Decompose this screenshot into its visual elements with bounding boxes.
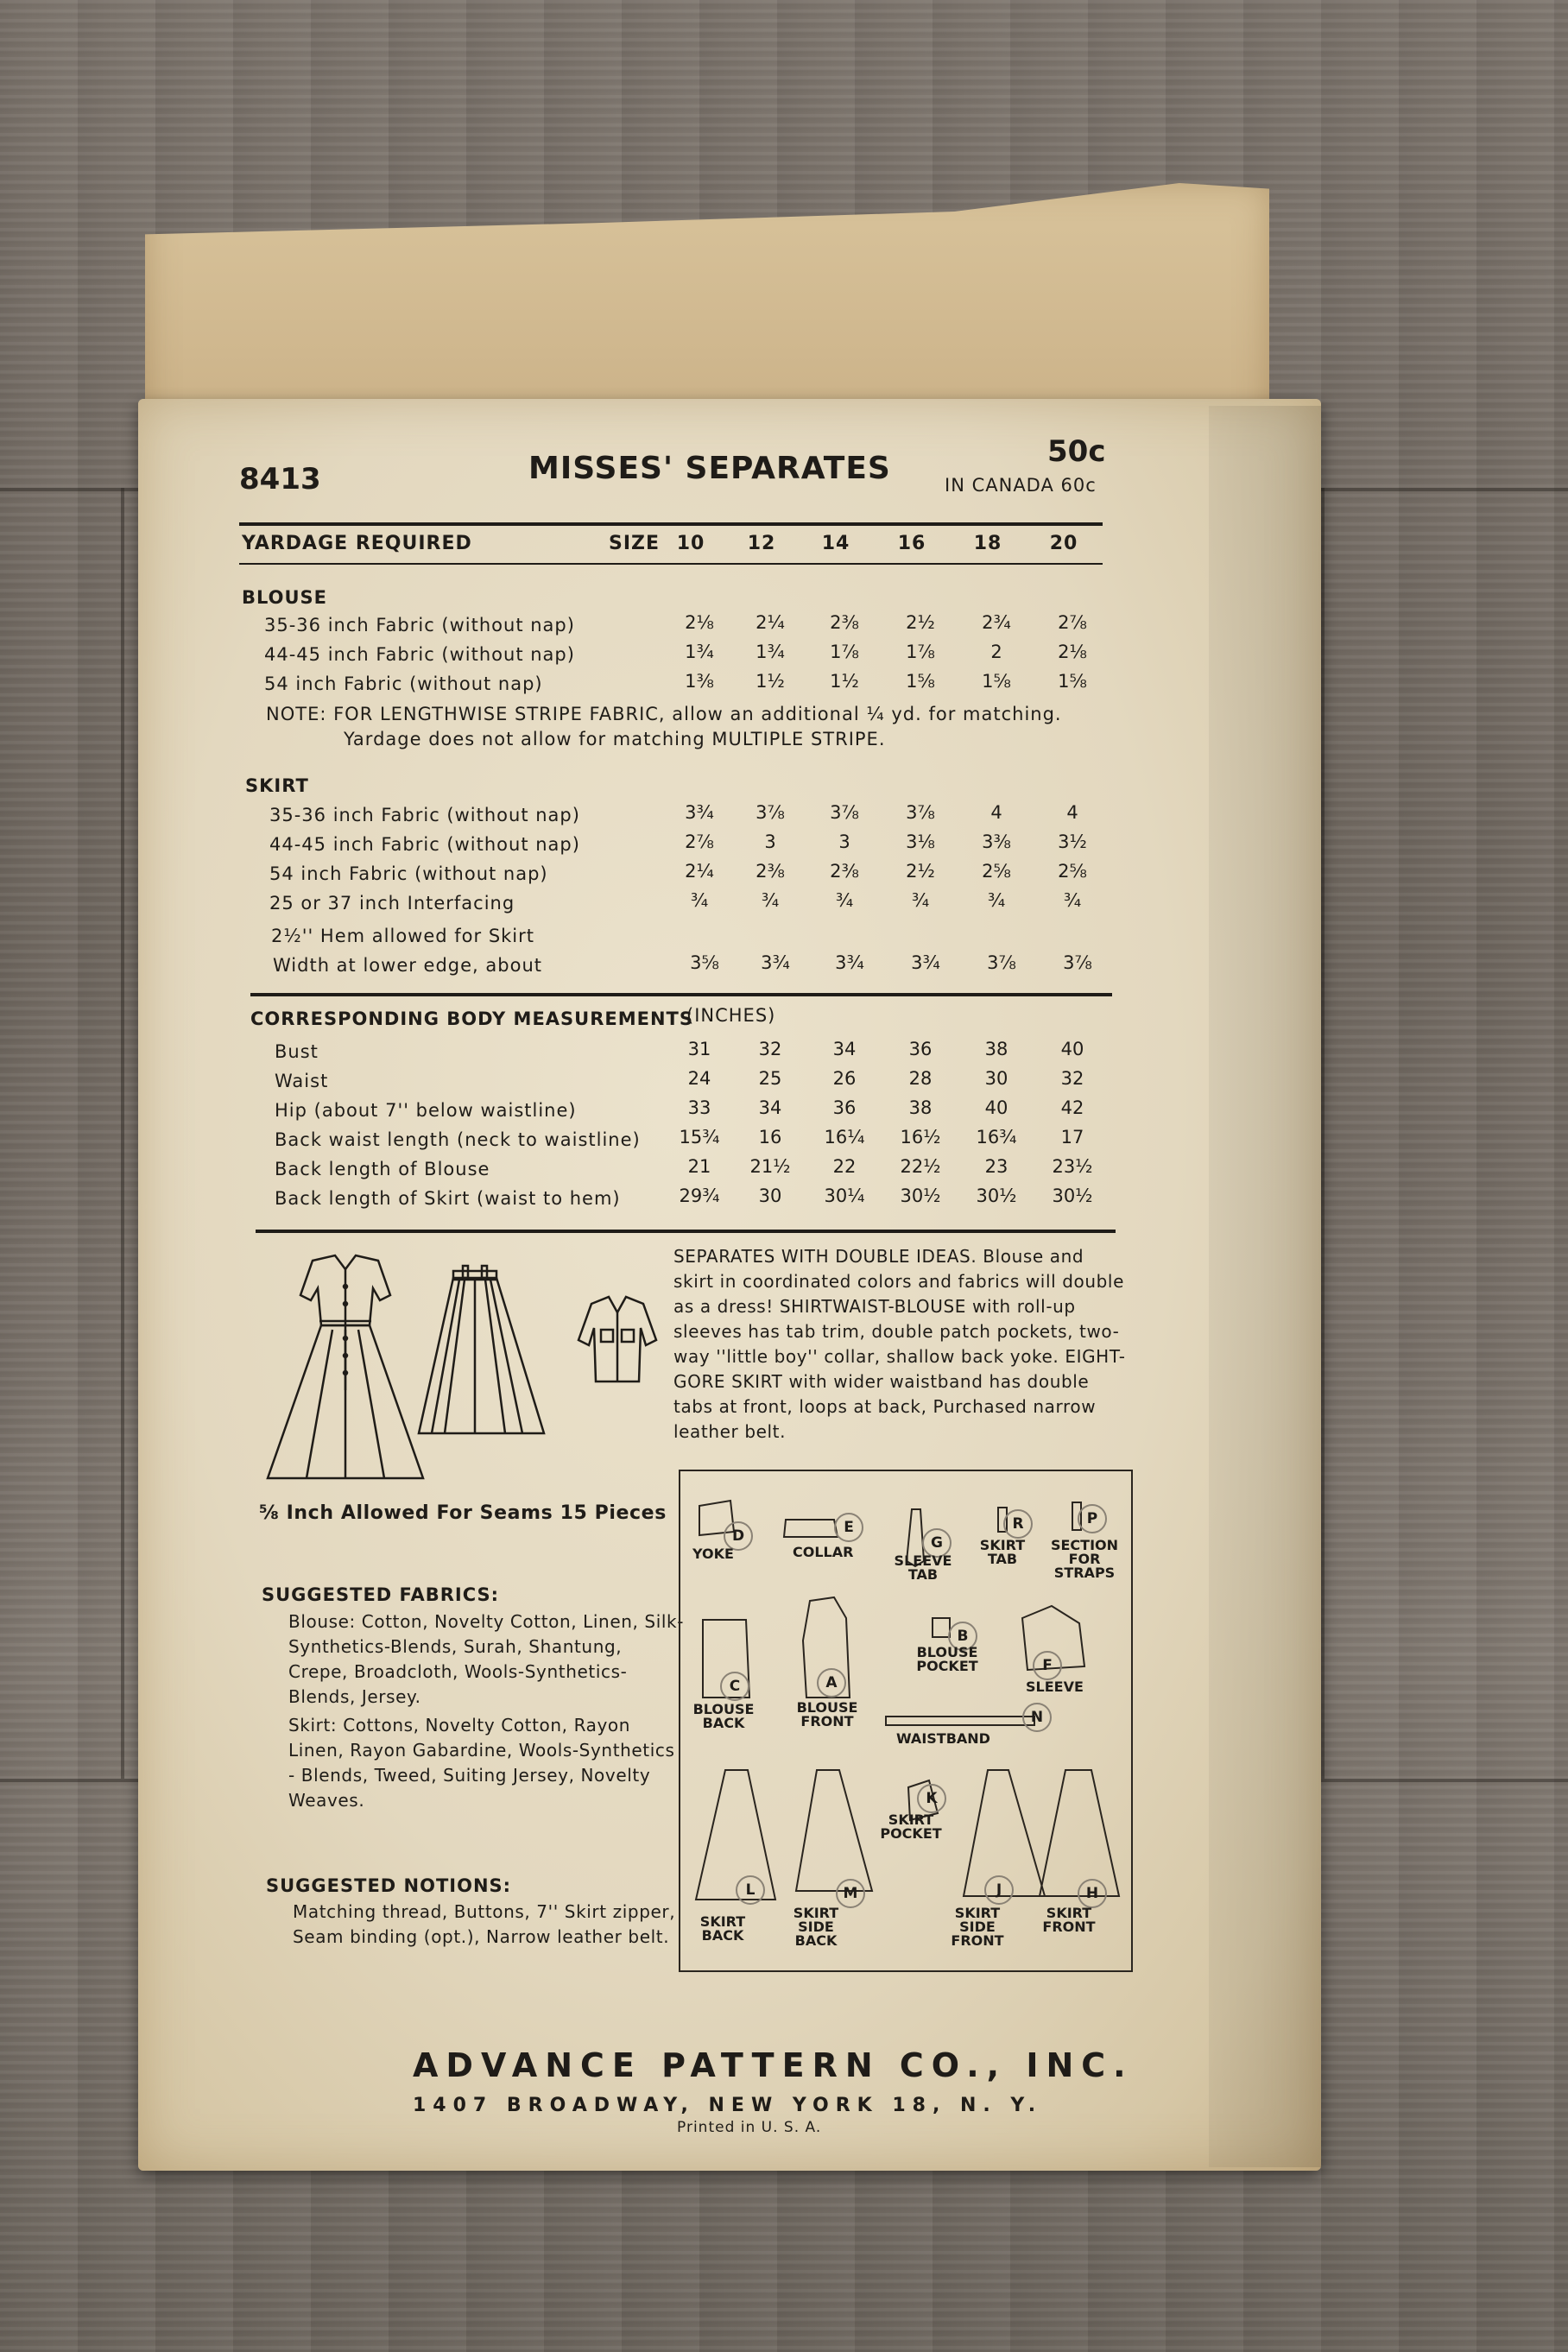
body-measurements-heading: CORRESPONDING BODY MEASUREMENTS (250, 1008, 693, 1029)
row-value: 4 (1066, 802, 1078, 823)
company-name: ADVANCE PATTERN CO., INC. (413, 2046, 1134, 2084)
piece-label-waistband: WAISTBAND (896, 1730, 990, 1747)
pattern-description: SEPARATES WITH DOUBLE IDEAS. Blouse and skirt in coordinated colors and fabrics will double as a dress! SHIRTWAIST-BLOUSE with roll-up sleeves has tab trim, double patch pockets, two-way ''little boy'' collar, shallow back yoke. EIGHT-GORE SKIRT with wider waistband has double tabs at front, loops at back, Purchased narrow leather belt. (673, 1246, 1126, 1442)
row-value: 2¼ (756, 612, 785, 633)
row-value: 16½ (900, 1127, 941, 1148)
size-column-header: 18 (973, 533, 1002, 554)
size-label: SIZE (609, 533, 661, 554)
piece-letter-g: G (922, 1528, 952, 1558)
row-value: 2⅞ (1058, 612, 1087, 633)
row-value: 30¼ (824, 1185, 865, 1206)
waistband-piece (886, 1717, 1034, 1725)
row-value: 2⅜ (830, 612, 859, 633)
row-value: ¾ (1063, 890, 1082, 911)
fabrics-heading: SUGGESTED FABRICS: (262, 1584, 500, 1605)
piece-label-sleeve: SLEEVE (1026, 1679, 1084, 1695)
wood-board-seam (1321, 488, 1325, 1779)
piece-letter-j: J (984, 1875, 1014, 1905)
row-value: 16¼ (824, 1127, 865, 1148)
row-value: 1⅝ (982, 671, 1011, 692)
row-value: 36 (832, 1097, 857, 1118)
row-value: 2¼ (685, 861, 714, 882)
piece-letter-l: L (736, 1875, 765, 1905)
pattern-pieces-diagram (679, 1470, 1133, 1972)
row-value: 32 (1060, 1068, 1084, 1089)
piece-letter-m: M (836, 1879, 865, 1908)
blouse-illustration (579, 1297, 656, 1381)
row-label: Hip (about 7'' below waistline) (275, 1100, 577, 1121)
row-value: 3⅝ (690, 952, 719, 973)
row-value: 1½ (756, 671, 785, 692)
row-value: 28 (908, 1068, 933, 1089)
section-rule (250, 993, 1112, 996)
piece-letter-f: F (1033, 1651, 1062, 1680)
row-value: 22 (832, 1156, 857, 1177)
row-value: 1⅝ (1058, 671, 1087, 692)
stripe-note-2: Yardage does not allow for matching MULTIPLE STRIPE. (344, 729, 886, 749)
row-label: Bust (275, 1041, 319, 1062)
section-rule (256, 1230, 1116, 1233)
row-value: 30½ (976, 1185, 1017, 1206)
row-label: 25 or 37 inch Interfacing (269, 893, 515, 914)
row-value: 4 (990, 802, 1002, 823)
row-value: 2⅛ (685, 612, 714, 633)
piece-label-skirt-side-front: SKIRT SIDE FRONT (951, 1905, 1004, 1949)
row-label: 54 inch Fabric (without nap) (264, 673, 543, 694)
row-label: 54 inch Fabric (without nap) (269, 863, 548, 884)
row-value: ¾ (987, 890, 1006, 911)
row-value: ¾ (911, 890, 930, 911)
row-value: 1¾ (756, 642, 785, 662)
canada-price: IN CANADA 60c (945, 475, 1097, 496)
row-value: 21½ (749, 1156, 791, 1177)
row-value: 16¾ (976, 1127, 1017, 1148)
row-value: 23 (984, 1156, 1008, 1177)
row-value: 1¾ (685, 642, 714, 662)
piece-letter-n: N (1022, 1703, 1052, 1732)
row-value: 42 (1060, 1097, 1084, 1118)
piece-label-skirt-pocket: SKIRT POCKET (880, 1811, 942, 1842)
price: 50c (1047, 434, 1106, 469)
row-value: ¾ (835, 890, 854, 911)
row-value: 30 (984, 1068, 1008, 1089)
row-value: 2 (990, 642, 1002, 662)
row-value: 21 (687, 1156, 711, 1177)
row-value: 30 (758, 1185, 782, 1206)
row-value: 23½ (1052, 1156, 1093, 1177)
row-value: 1½ (830, 671, 859, 692)
row-value: 40 (1060, 1039, 1084, 1059)
piece-label-blouse-front: BLOUSE FRONT (796, 1699, 858, 1729)
piece-label-skirt-back: SKIRT BACK (699, 1913, 746, 1944)
row-value: 2⅝ (1058, 861, 1087, 882)
piece-letter-h: H (1078, 1879, 1107, 1908)
row-value: 33 (687, 1097, 711, 1118)
row-value: 3½ (1058, 831, 1087, 852)
row-value: 3⅞ (830, 802, 859, 823)
row-value: 3⅞ (987, 952, 1016, 973)
row-value: 34 (758, 1097, 782, 1118)
row-value: 3¾ (685, 802, 714, 823)
row-value: 36 (908, 1039, 933, 1059)
blouse-heading: BLOUSE (242, 587, 328, 608)
body-unit: (INCHES) (686, 1005, 776, 1026)
size-column-header: 14 (821, 533, 850, 554)
row-value: 32 (758, 1039, 782, 1059)
row-value: 2½ (906, 861, 935, 882)
row-value: 40 (984, 1097, 1008, 1118)
row-value: 16 (758, 1127, 782, 1148)
collar-piece (784, 1520, 838, 1537)
row-value: 24 (687, 1068, 711, 1089)
row-value: 2⅞ (685, 831, 714, 852)
row-value: 2⅛ (1058, 642, 1087, 662)
row-label: Width at lower edge, about (273, 955, 542, 976)
row-value: 3⅞ (1063, 952, 1092, 973)
row-value: 1⅜ (685, 671, 714, 692)
size-column-header: 10 (676, 533, 705, 554)
seam-allowance: ⅝ Inch Allowed For Seams 15 Pieces (259, 1502, 667, 1524)
company-address: 1407 BROADWAY, NEW YORK 18, N. Y. (413, 2095, 1043, 2116)
piece-label-skirt-side-back: SKIRT SIDE BACK (793, 1905, 839, 1949)
row-value: 1⅞ (830, 642, 859, 662)
hem-note: 2½'' Hem allowed for Skirt (271, 926, 535, 946)
pattern-title: MISSES' SEPARATES (528, 451, 891, 486)
row-value: 30½ (1052, 1185, 1093, 1206)
row-label: 44-45 inch Fabric (without nap) (269, 834, 580, 855)
piece-label-blouse-pocket: BLOUSE POCKET (916, 1644, 978, 1674)
row-value: 3 (764, 831, 776, 852)
fabrics-skirt: Skirt: Cottons, Novelty Cotton, Rayon Linen, Rayon Gabardine, Wools-Synthetics - Blends, Tweed, Suiting Jersey, Novelty Weaves. (288, 1715, 675, 1811)
piece-letter-c: C (720, 1672, 749, 1701)
row-value: 1⅞ (906, 642, 935, 662)
size-column-header: 20 (1049, 533, 1078, 554)
row-value: 38 (908, 1097, 933, 1118)
row-value: 30½ (900, 1185, 941, 1206)
wood-board-seam (121, 488, 124, 1779)
row-value: 3⅞ (756, 802, 785, 823)
row-value: 29¾ (679, 1185, 720, 1206)
row-value: 25 (758, 1068, 782, 1089)
row-value: 38 (984, 1039, 1008, 1059)
row-value: 2⅜ (830, 861, 859, 882)
skirt-side-back-piece (796, 1770, 872, 1891)
skirt-heading: SKIRT (245, 775, 309, 796)
piece-letter-d: D (724, 1521, 753, 1551)
row-value: 3⅜ (982, 831, 1011, 852)
row-value: 17 (1060, 1127, 1084, 1148)
row-value: 3⅛ (906, 831, 935, 852)
row-label: Back length of Blouse (275, 1159, 490, 1179)
row-value: 31 (687, 1039, 711, 1059)
skirt-illustration (419, 1266, 544, 1433)
row-value: 1⅝ (906, 671, 935, 692)
piece-letter-p: P (1078, 1504, 1107, 1533)
row-value: 22½ (900, 1156, 941, 1177)
notions-heading: SUGGESTED NOTIONS: (266, 1875, 512, 1896)
pattern-number: 8413 (239, 462, 321, 496)
row-value: 26 (832, 1068, 857, 1089)
notions-text: Matching thread, Buttons, 7'' Skirt zipper, Seam binding (opt.), Narrow leather belt. (293, 1901, 676, 1947)
row-label: Back waist length (neck to waistline) (275, 1129, 641, 1150)
row-label: Waist (275, 1071, 329, 1091)
skirt-front-piece (1040, 1770, 1119, 1896)
garment-illustrations (259, 1243, 665, 1489)
row-value: 3¾ (911, 952, 940, 973)
row-label: 35-36 inch Fabric (without nap) (269, 805, 580, 825)
piece-letter-a: A (817, 1668, 846, 1698)
skirt-back-piece (696, 1770, 775, 1900)
row-value: 3¾ (761, 952, 790, 973)
row-label: 35-36 inch Fabric (without nap) (264, 615, 575, 635)
row-value: 2⅝ (982, 861, 1011, 882)
row-value: ¾ (761, 890, 780, 911)
header-rule (239, 522, 1103, 526)
piece-letter-b: B (948, 1622, 977, 1651)
row-value: 2½ (906, 612, 935, 633)
row-value: 3⅞ (906, 802, 935, 823)
piece-label-skirt-tab: SKIRT TAB (979, 1537, 1026, 1567)
piece-label-blouse-back: BLOUSE BACK (692, 1701, 755, 1731)
piece-label-straps: SECTION FOR STRAPS (1050, 1537, 1119, 1581)
fabrics-blouse: Blouse: Cotton, Novelty Cotton, Linen, Silk-Synthetics-Blends, Surah, Shantung, Crepe, Broadcloth, Wools-Synthetics-Blends, Jersey. (288, 1611, 685, 1707)
piece-label-skirt-front: SKIRT FRONT (1042, 1905, 1096, 1935)
printed-in: Printed in U. S. A. (677, 2119, 822, 2136)
piece-label-yoke: YOKE (692, 1546, 734, 1562)
dress-illustration (268, 1255, 423, 1478)
row-value: 2¾ (982, 612, 1011, 633)
row-value: ¾ (690, 890, 709, 911)
row-value: 3 (838, 831, 850, 852)
piece-label-sleeve-tab: SLEEVE TAB (894, 1552, 952, 1583)
piece-letter-e: E (834, 1513, 863, 1542)
row-label: 44-45 inch Fabric (without nap) (264, 644, 575, 665)
piece-label-collar: COLLAR (793, 1544, 854, 1560)
row-value: 3¾ (835, 952, 864, 973)
row-label: Back length of Skirt (waist to hem) (275, 1188, 621, 1209)
yardage-heading: YARDAGE REQUIRED (242, 533, 472, 554)
piece-letter-k: K (917, 1784, 946, 1813)
piece-letter-r: R (1003, 1509, 1033, 1539)
size-column-header: 12 (747, 533, 776, 554)
blouse-pocket-piece (933, 1618, 950, 1637)
row-value: 15¾ (679, 1127, 720, 1148)
table-rule (239, 563, 1103, 565)
row-value: 2⅜ (756, 861, 785, 882)
row-value: 34 (832, 1039, 857, 1059)
envelope-edge-fold (1209, 406, 1321, 2167)
stripe-note: NOTE: FOR LENGTHWISE STRIPE FABRIC, allow an additional ¼ yd. for matching. (266, 704, 1062, 724)
size-column-header: 16 (897, 533, 926, 554)
